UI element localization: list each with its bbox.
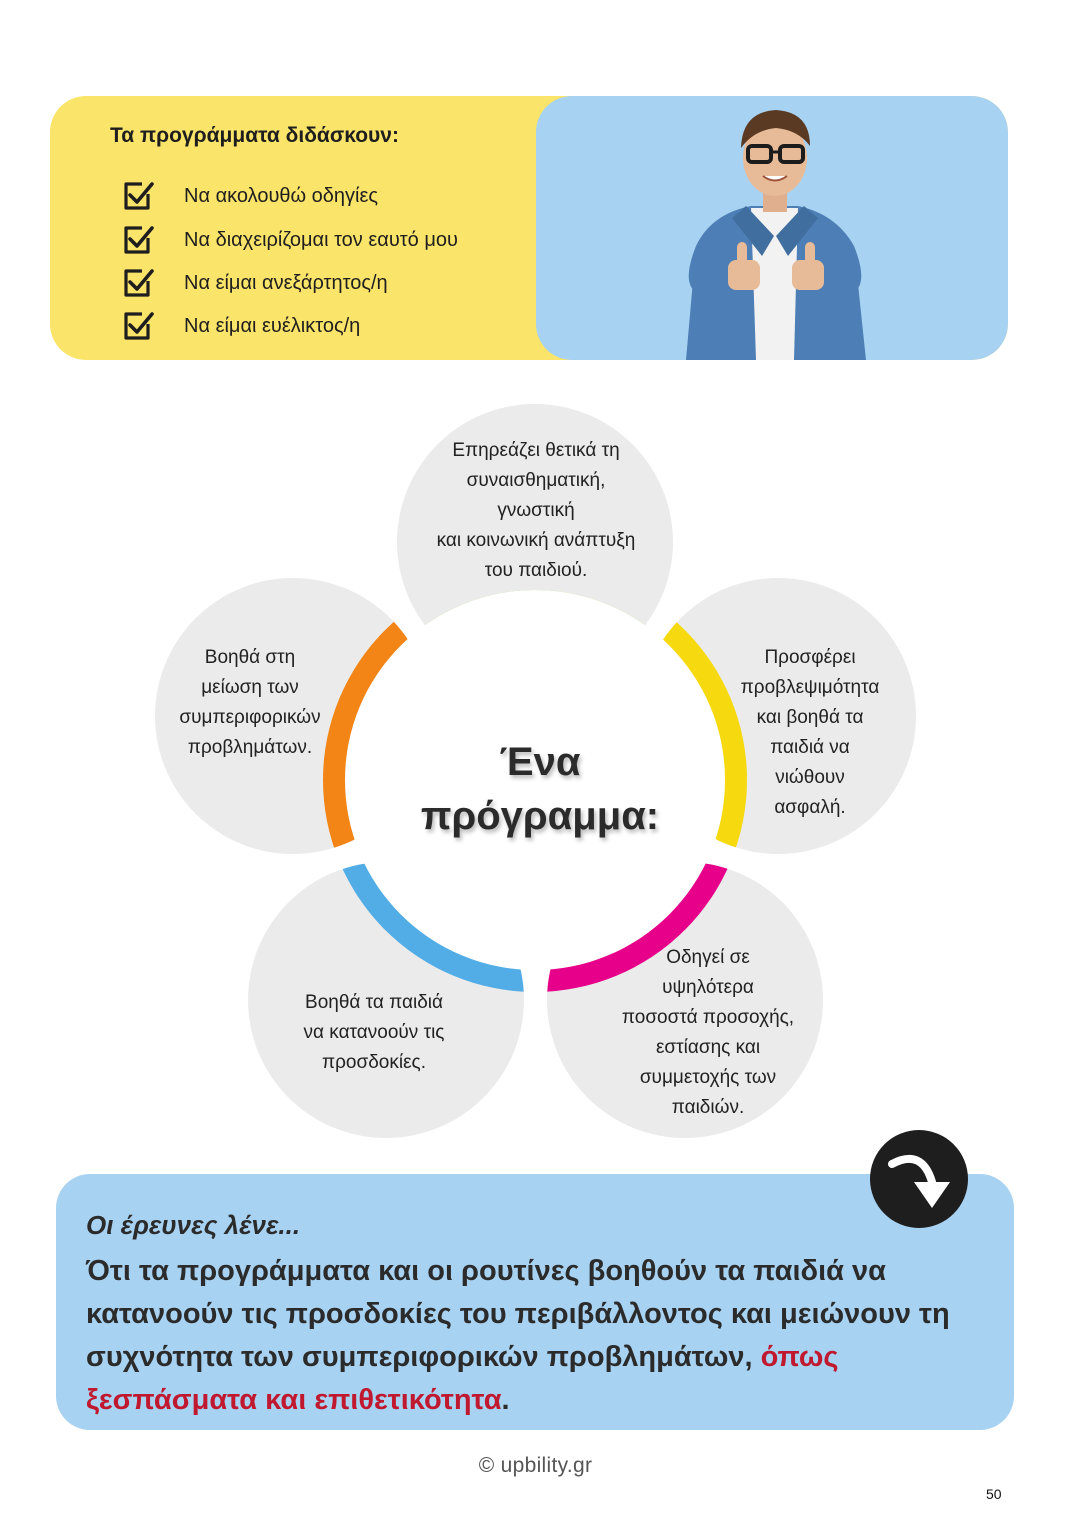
- skill-label: Να διαχειρίζομαι τον εαυτό μου: [184, 228, 458, 251]
- skill-item: [120, 178, 378, 214]
- skill-item: [120, 265, 388, 301]
- skill-label: Να είμαι ανεξάρτητος/η: [184, 271, 388, 294]
- skill-label: Να είμαι ευέλικτος/η: [184, 314, 361, 337]
- copyright-notice: © upbility.gr: [478, 1454, 593, 1477]
- research-intro: Οι έρευνες λένε...: [86, 1210, 301, 1240]
- checkbox-checked-icon: [120, 308, 156, 344]
- checkbox-checked-icon: [120, 265, 156, 301]
- program-benefits-diagram: [0, 380, 1071, 1160]
- petal-text-bottom-left: Βοηθά τα παιδιά να κατανοούν τις προσδοκίες.: [303, 992, 445, 1073]
- boy-thumbs-up-illustration: [536, 96, 1008, 360]
- page-number: 50: [986, 1486, 1002, 1502]
- research-highlight: όπως ξεσπάσματα και επιθετικότητα: [86, 1341, 839, 1416]
- petal-text-bottom-right: Οδηγεί σε υψηλότερα ποσοστά προσοχής, εστίασης και συμμετοχής των παιδιών.: [621, 947, 795, 1118]
- skill-label: Να ακολουθώ οδηγίες: [184, 184, 379, 207]
- boy-photo: [536, 96, 1008, 360]
- skills-heading: Τα προγράμματα διδάσκουν:: [110, 124, 399, 147]
- diagram-center-title: Ένα πρόγραμμα:: [420, 740, 660, 838]
- skills-banner: [50, 96, 1008, 360]
- checkbox-checked-icon: [120, 178, 156, 214]
- petal-text-left: Βοηθά στη μείωση των συμπεριφορικών προβλημάτων.: [179, 647, 321, 758]
- research-text: Ότι τα προγράμματα και οι ρουτίνες βοηθούν τα παιδιά να κατανοούν τις προσδοκίες του περιβάλλοντος και μειώνουν τη συχνότητα των συμπεριφορικών προβλημάτων, όπως ξεσπάσματα και επιθετικότητα.: [86, 1255, 950, 1416]
- petal-text-top: Επηρεάζει θετικά τη συναισθηματική, γνωστική και κοινωνική ανάπτυξη του παιδιού.: [436, 440, 636, 581]
- arrow-down-icon: [870, 1130, 968, 1228]
- skill-item: [120, 308, 360, 344]
- checkbox-checked-icon: [120, 222, 156, 258]
- skill-item: [120, 222, 458, 258]
- petal-text-right: Προσφέρει προβλεψιμότητα και βοηθά τα παιδιά να νιώθουν ασφαλή.: [740, 647, 880, 818]
